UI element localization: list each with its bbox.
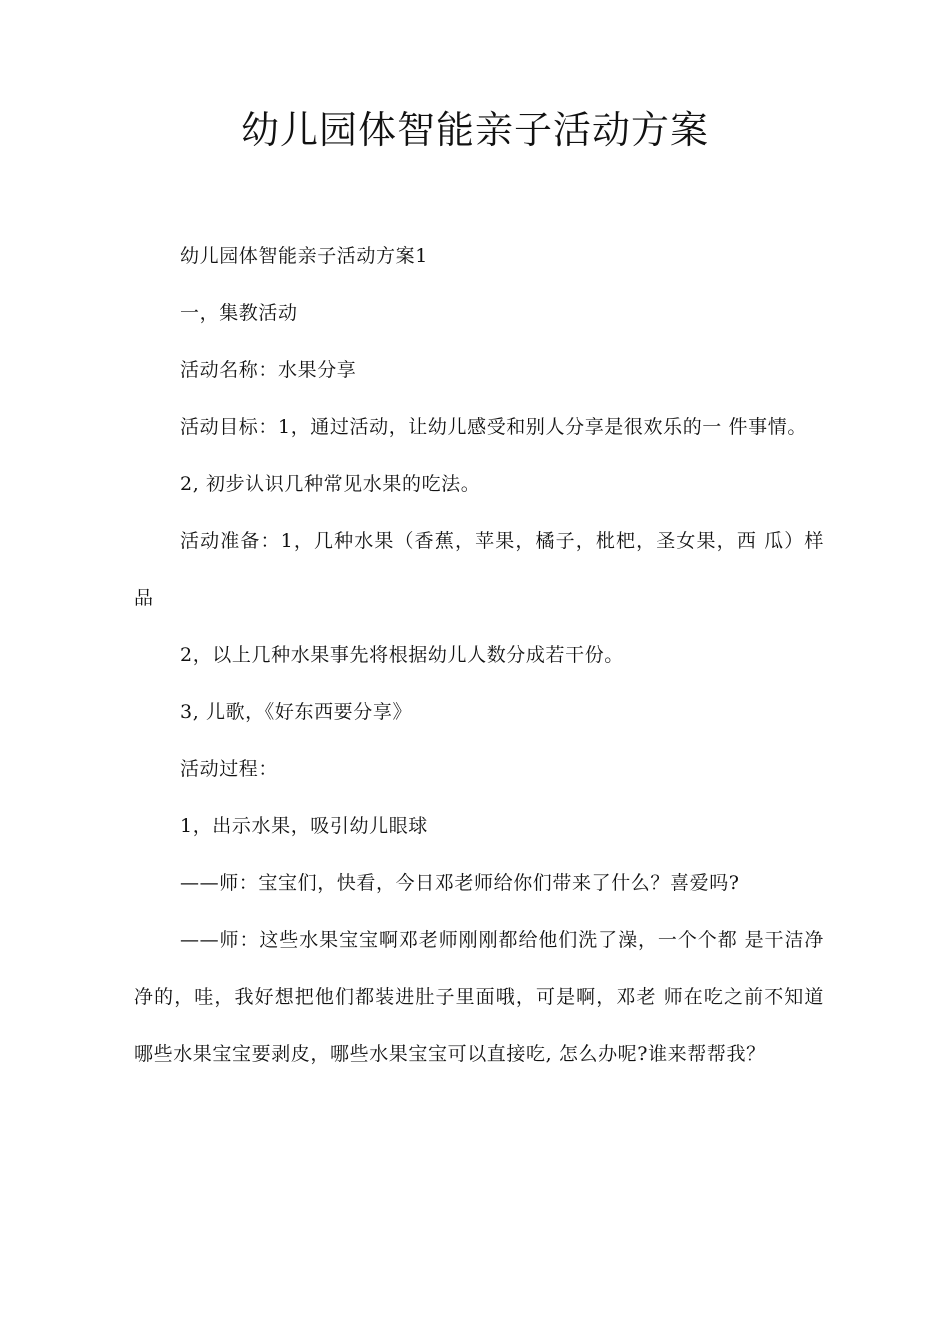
document-title: 幼儿园体智能亲子活动方案 [240,108,709,152]
paragraph: 活动目标：1，通过活动，让幼儿感受和别人分享是很欢乐的一 件事情。 [180,416,807,438]
paragraph: 1，出示水果，吸引幼儿眼球 [180,815,428,837]
paragraph: 2，以上几种水果事先将根据幼儿人数分成若干份。 [180,644,624,666]
paragraph: ——师：宝宝们，快看，今日邓老师给你们带来了什么？喜爱吗? [180,872,740,894]
paragraph: 3, 儿歌，《好东西要分享》 [180,701,413,723]
paragraph: 2, 初步认识几种常见水果的吃法。 [180,473,481,495]
paragraph: 活动名称：水果分享 [180,359,357,381]
paragraph: ——师：这些水果宝宝啊邓老师刚刚都给他们洗了澡，一个个都 是干洁净净的，哇，我好想把他们都装进肚子里面哦，可是啊，邓老 师在吃之前不知道哪些水果宝宝要剥皮，哪些水果宝宝可以直接吃, 怎么办呢?谁来帮帮我？ [134,929,824,1065]
paragraph: 一，集教活动 [180,302,298,324]
paragraph: 活动准备：1，几种水果（香蕉，苹果，橘子，枇杷，圣女果，西 瓜）样品 [134,530,824,609]
paragraph: 活动过程： [180,758,279,780]
section-heading: 幼儿园体智能亲子活动方案1 [180,245,428,267]
document-body [134,228,824,1083]
